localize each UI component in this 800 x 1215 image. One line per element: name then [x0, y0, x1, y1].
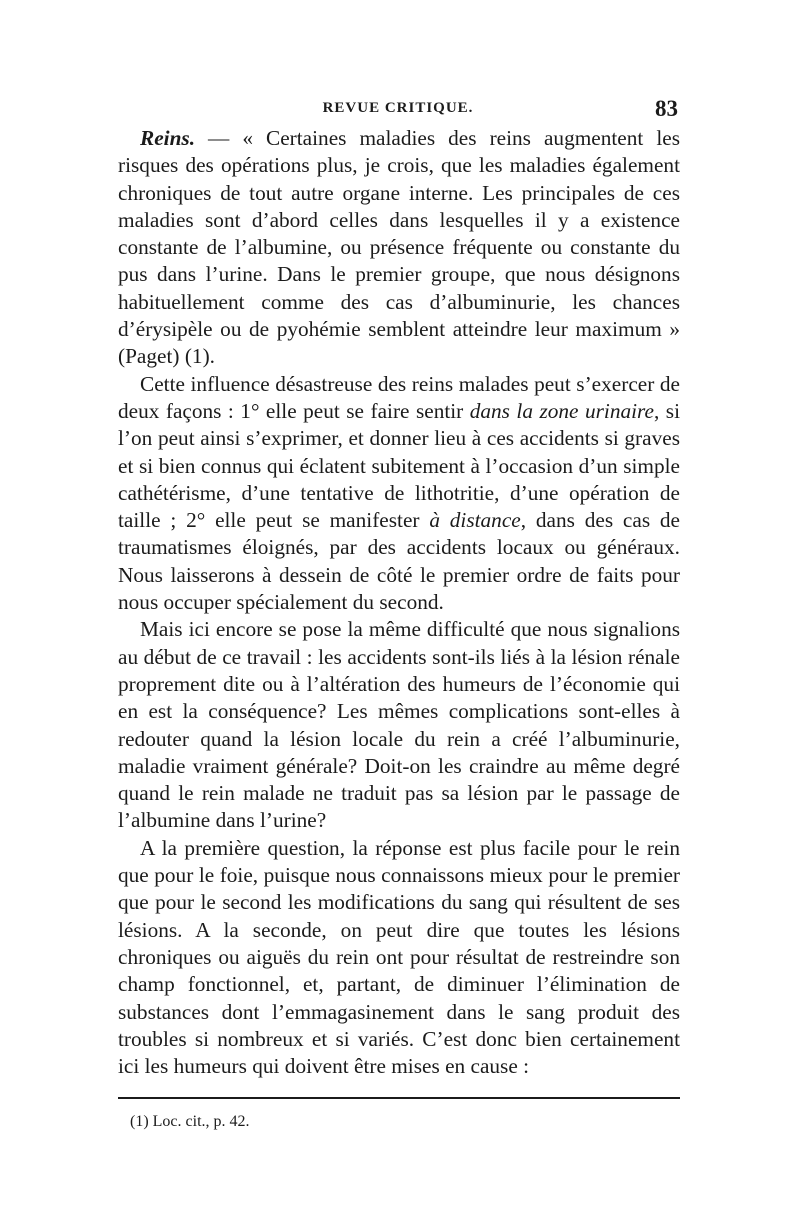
section-lead: Reins.: [140, 126, 196, 150]
running-title: REVUE CRITIQUE.: [322, 100, 474, 116]
footnote: (1) Loc. cit., p. 42.: [130, 1113, 250, 1130]
paragraph-influence: [118, 371, 680, 617]
footnote-rule: [118, 1097, 680, 1099]
page-number: 83: [655, 96, 678, 121]
paragraph-reins: [118, 125, 680, 371]
body-text: [118, 125, 680, 1080]
emphasis-a-distance: à distance: [429, 508, 521, 533]
paragraph-reponse: A la première question, la réponse est plus facile pour le rein que pour le foie, puisque nous connaissons mieux pour le premier que pour le second les modifications du sang qui résultent de ses lésions. A la seconde, on peut dire que toutes les lésions chroniques ou aiguës du rein ont pour résultat de restreindre son champ fonctionnel, et, partant, de diminuer l’élimination de substances dont l’emmagasinement dans le sang produit des troubles si nombreux et si variés. C’est donc bien certainement ici les humeurs qui doivent être mises en cause :: [118, 835, 680, 1079]
paragraph-text: , dans des cas de traumatismes éloignés, par des accidents locaux ou généraux. Nous laisserons à dessein de côté le premier ordre de faits pour nous occuper spécialement du second.: [118, 508, 681, 615]
paragraph-text: , si l’on peut ainsi s’exprimer, et donner lieu à ces accidents si graves et si bien connus qui éclatent subitement à l’occasion d’un simple cathétérisme, d’une tentative de lithotritie, d’une opération de taille ; 2° elle peut se manifester: [118, 398, 680, 533]
paragraph-text: — « Certaines maladies des reins augmentent les risques des opérations plus, je crois, que les maladies également chroniques de tout autre organe interne. Les principales de ces maladies sont d’abord celles dans lesquelles il y a existence constante de l’albumine, ou présence fréquente ou constante du pus dans l’urine. Dans le premier groupe, que nous désignons habituellement comme des cas d’albuminurie, les chances d’érysipèle ou de pyohémie semblent atteindre leur maximum » (Paget) (1).: [118, 126, 680, 369]
paragraph-text: Cette influence désastreuse des reins malades peut s’exercer de deux façons : 1° elle peut se faire sentir: [118, 371, 680, 423]
emphasis-zone-urinaire: dans la zone urinaire: [469, 398, 654, 423]
paragraph-difficulte: Mais ici encore se pose la même difficulté que nous signalions au début de ce travail : les accidents sont-ils liés à la lésion rénale proprement dite ou à l’altération des humeurs de l’économie qui en est la conséquence? Les mêmes complications sont-elles à redouter quand la lésion locale du rein a créé l’albuminurie, maladie vraiment générale? Doit-on les craindre au même degré quand le rein malade ne traduit pas sa lésion par le passage de l’albumine dans l’urine?: [118, 617, 680, 833]
